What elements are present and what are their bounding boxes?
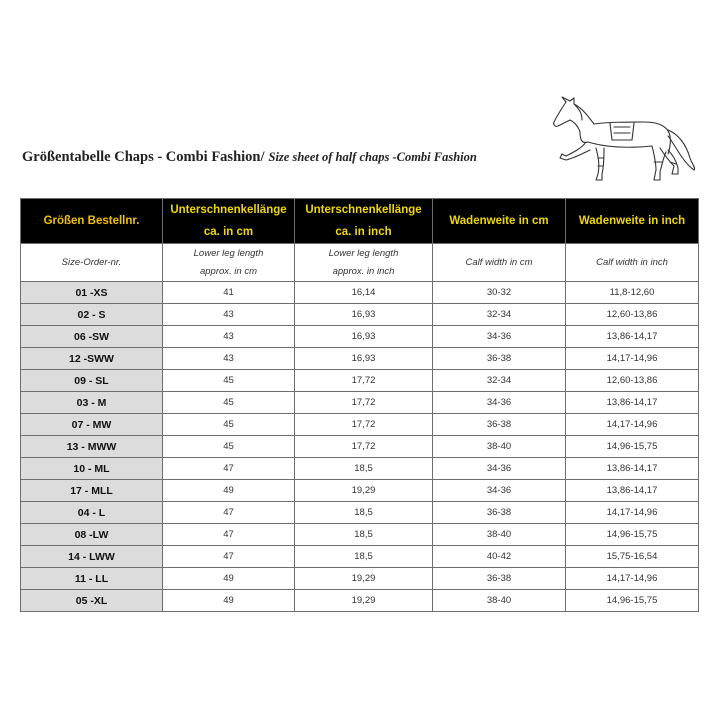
size-order-cell: 12 -SWW [21,348,163,370]
table-cell: 14,96-15,75 [566,436,699,458]
table-cell: 34-36 [433,392,566,414]
column-subheader [433,244,566,282]
table-row [21,502,699,524]
size-order-cell: 11 - LL [21,568,163,590]
table-cell: 45 [163,436,295,458]
column-header-line: ca. in cm [203,226,254,238]
size-order-cell: 07 - MW [21,414,163,436]
size-order-cell: 04 - L [21,502,163,524]
size-order-cell: 10 - ML [21,458,163,480]
table-cell: 17,72 [295,370,433,392]
size-order-cell: 06 -SW [21,326,163,348]
size-order-cell: 09 - SL [21,370,163,392]
column-subheader-line: approx. in cm [199,265,258,277]
table-row [21,370,699,392]
table-cell: 43 [163,304,295,326]
column-header-line: Unterschnenkellänge [170,204,287,216]
table-cell: 47 [163,502,295,524]
column-subheader [163,244,295,282]
table-row [21,326,699,348]
column-subheader-line: Lower leg length [328,247,399,259]
column-header [566,199,699,244]
column-subheader-line: Calf width in cm [465,256,533,268]
table-cell: 14,17-14,96 [566,348,699,370]
table-cell: 43 [163,348,295,370]
table-cell: 45 [163,392,295,414]
table-cell: 17,72 [295,392,433,414]
table-cell: 49 [163,480,295,502]
table-cell: 16,93 [295,326,433,348]
table-cell: 19,29 [295,568,433,590]
table-cell: 47 [163,524,295,546]
column-header-line: Unterschnenkellänge [305,204,422,216]
table-cell: 16,14 [295,282,433,304]
column-header [295,199,433,244]
table-row [21,392,699,414]
column-header-line: Wadenweite in cm [449,215,549,227]
table-cell: 38-40 [433,524,566,546]
column-subheader-line: Size-Order-nr. [61,256,122,268]
size-order-cell: 17 - MLL [21,480,163,502]
table-cell: 38-40 [433,590,566,612]
table-cell: 14,17-14,96 [566,414,699,436]
table-cell: 38-40 [433,436,566,458]
table-cell: 34-36 [433,326,566,348]
table-cell: 14,17-14,96 [566,502,699,524]
size-order-cell: 08 -LW [21,524,163,546]
table-cell: 19,29 [295,590,433,612]
size-order-cell: 01 -XS [21,282,163,304]
column-subheader-line: Calf width in inch [596,256,668,268]
table-cell: 36-38 [433,414,566,436]
column-subheader [295,244,433,282]
page-title [22,148,477,166]
table-cell: 47 [163,458,295,480]
table-cell: 14,96-15,75 [566,590,699,612]
table-cell: 32-34 [433,370,566,392]
table-cell: 47 [163,546,295,568]
table-body [21,282,699,612]
table-cell: 30-32 [433,282,566,304]
table-cell: 19,29 [295,480,433,502]
size-order-cell: 02 - S [21,304,163,326]
title-en: Size sheet of half chaps -Combi Fashion [268,150,477,164]
size-table [20,198,699,612]
size-order-cell: 05 -XL [21,590,163,612]
table-cell: 14,17-14,96 [566,568,699,590]
table-row [21,590,699,612]
table-cell: 34-36 [433,458,566,480]
table-cell: 12,60-13,86 [566,370,699,392]
table-cell: 18,5 [295,546,433,568]
table-cell: 17,72 [295,414,433,436]
table-cell: 13,86-14,17 [566,480,699,502]
table-cell: 32-34 [433,304,566,326]
column-subheader [566,244,699,282]
table-cell: 49 [163,568,295,590]
column-subheader-line: Lower leg length [193,247,264,259]
column-subheader-line: approx. in inch [332,265,395,277]
subheader-row [21,244,699,282]
table-cell: 40-42 [433,546,566,568]
column-header-line: ca. in inch [335,226,392,238]
table-row [21,546,699,568]
table-cell: 45 [163,414,295,436]
table-cell: 15,75-16,54 [566,546,699,568]
table-row [21,282,699,304]
table-cell: 49 [163,590,295,612]
table-cell: 18,5 [295,458,433,480]
column-header [163,199,295,244]
table-cell: 16,93 [295,304,433,326]
column-header-line: Wadenweite in inch [578,215,686,227]
column-header [21,199,163,244]
size-order-cell: 14 - LWW [21,546,163,568]
table-cell: 13,86-14,17 [566,458,699,480]
table-row [21,568,699,590]
table-cell: 34-36 [433,480,566,502]
table-row [21,524,699,546]
table-row [21,480,699,502]
table-cell: 18,5 [295,502,433,524]
table-cell: 11,8-12,60 [566,282,699,304]
table-row [21,414,699,436]
header-row [21,199,699,244]
table-cell: 16,93 [295,348,433,370]
table-cell: 18,5 [295,524,433,546]
title-de: Größentabelle Chaps - Combi Fashion/ [22,149,265,165]
column-header-line: Größen Bestellnr. [43,215,140,227]
table-cell: 43 [163,326,295,348]
table-row [21,304,699,326]
table-cell: 12,60-13,86 [566,304,699,326]
table-cell: 36-38 [433,568,566,590]
table-row [21,458,699,480]
table-cell: 13,86-14,17 [566,326,699,348]
table-row [21,436,699,458]
column-header [433,199,566,244]
table-cell: 14,96-15,75 [566,524,699,546]
table-cell: 13,86-14,17 [566,392,699,414]
table-row [21,348,699,370]
table-cell: 17,72 [295,436,433,458]
size-order-cell: 03 - M [21,392,163,414]
table-cell: 36-38 [433,348,566,370]
column-subheader [21,244,163,282]
table-cell: 36-38 [433,502,566,524]
horse-icon [552,96,698,188]
table-cell: 41 [163,282,295,304]
table-cell: 45 [163,370,295,392]
size-order-cell: 13 - MWW [21,436,163,458]
